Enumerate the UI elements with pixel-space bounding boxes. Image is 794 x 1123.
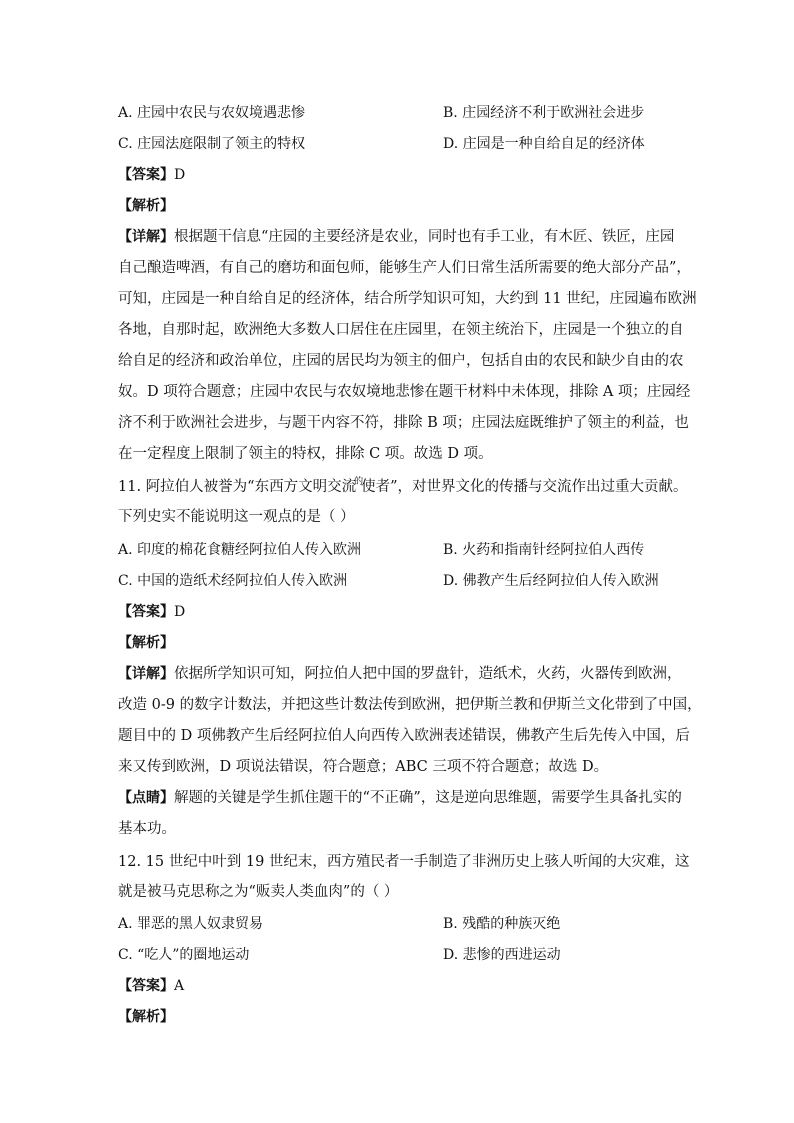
answer-value: A [174,978,185,994]
q11-tip-line: 基本功。 [118,821,176,837]
q10-option-c: C. 庄园法庭限制了领主的特权 [118,136,306,152]
q10-detail-line [118,228,698,246]
detail-text: 根据题干信息“庄园的主要经济是农业，同时也有手工业，有木匠、铁匠，庄园 [174,229,675,245]
q11-analysis [118,634,698,652]
q12-option-b: B. 残酷的种族灭绝 [443,916,561,932]
q10-option-b: B. 庄园经济不利于欧洲社会进步 [443,105,645,121]
detail-tag: 【详解】 [118,666,174,682]
q11-stem-line: 下列史实不能说明这一观点的是（ ） [118,509,355,525]
q11-tip-line [118,789,698,807]
q11-stem-text: 11. 阿拉伯人被誉为“东西方文明交流 [118,479,357,495]
analysis-tag: 【解析】 [118,1009,174,1025]
q10-option-a: A. 庄园中农民与农奴境遇悲惨 [118,105,306,121]
answer-value: D [174,604,186,620]
q11-option-b: B. 火药和指南针经阿拉伯人西传 [443,542,645,558]
q12-stem-line: 就是被马克思称之为“贩卖人类血肉”的（ ） [118,884,399,900]
answer-value: D [174,167,186,183]
q10-detail-line: 济不利于欧洲社会进步，与题干内容不符，排除 B 项；庄园法庭既维护了领主的利益，也 [118,415,689,431]
q11-detail-line: 题目中的 D 项佛教产生后经阿拉伯人向西传入欧洲表述错误，佛教产生后先传入中国，后 [118,728,690,744]
answer-tag: 【答案】 [118,604,174,620]
tip-tag: 【点睛】 [118,790,174,806]
answer-tag: 【答案】 [118,978,174,994]
q10-detail-line: 自己酿造啤酒，有自己的磨坊和面包师，能够生产人们日常生活所需要的绝大部分产品”， [118,260,691,276]
q12-analysis [118,1008,698,1026]
q12-option-c: C. “吃人”的圈地运动 [118,947,250,963]
q11-answer [118,603,698,621]
q10-detail-line: 奴。D 项符合题意；庄园中农民与农奴境地悲惨在题干材料中未体现，排除 A 项；庄园经 [118,384,691,400]
q11-detail-line [118,665,698,683]
q11-stem-text: 使者”，对世界文化的传播与交流作出过重大贡献。 [361,479,688,495]
q12-option-d: D. 悲惨的西进运动 [443,947,561,963]
q11-stem-line [118,478,698,498]
q11-detail-line: 来又传到欧洲，D 项说法错误，符合题意；ABC 三项不符合题意；故选 D。 [118,759,609,775]
q12-option-a: A. 罪恶的黑人奴隶贸易 [118,916,264,932]
q10-answer [118,166,698,184]
q10-detail-line: 可知，庄园是一种自给自足的经济体，结合所学知识可知，大约到 11 世纪，庄园遍布欧洲 [118,291,697,307]
q11-detail-line: 改造 0-9 的数字计数法，并把这些计数法传到欧洲，把伊斯兰教和伊斯兰文化带到了中国， [118,697,702,713]
q10-analysis [118,197,698,215]
q10-option-d: D. 庄园是一种自给自足的经济体 [443,136,645,152]
q11-stem-superscript: 的 [354,477,364,487]
detail-tag: 【详解】 [118,229,174,245]
analysis-tag: 【解析】 [118,198,174,214]
q10-detail-line: 各地，自那时起，欧洲绝大多数人口居住在庄园里，在领主统治下，庄园是一个独立的自 [118,322,684,338]
q11-option-d: D. 佛教产生后经阿拉伯人传入欧洲 [443,573,659,589]
q10-detail-line: 在一定程度上限制了领主的特权，排除 C 项。故选 D 项。 [118,446,493,462]
q12-answer [118,977,698,995]
detail-text: 依据所学知识可知，阿拉伯人把中国的罗盘针，造纸术，火药，火器传到欧洲， [174,666,682,682]
answer-tag: 【答案】 [118,167,174,183]
q11-option-a: A. 印度的棉花食糖经阿拉伯人传入欧洲 [118,542,362,558]
tip-text: 解题的关键是学生抓住题干的“不正确”，这是逆向思维题，需要学生具备扎实的 [174,790,682,806]
q11-option-c: C. 中国的造纸术经阿拉伯人传入欧洲 [118,573,348,589]
q10-detail-line: 给自足的经济和政治单位，庄园的居民均为领主的佃户，包括自由的农民和缺少自由的农 [118,353,684,369]
analysis-tag: 【解析】 [118,635,174,651]
q12-stem-line: 12. 15 世纪中叶到 19 世纪末，西方殖民者一手制造了非洲历史上骇人听闻的大灾难，这 [118,854,690,870]
